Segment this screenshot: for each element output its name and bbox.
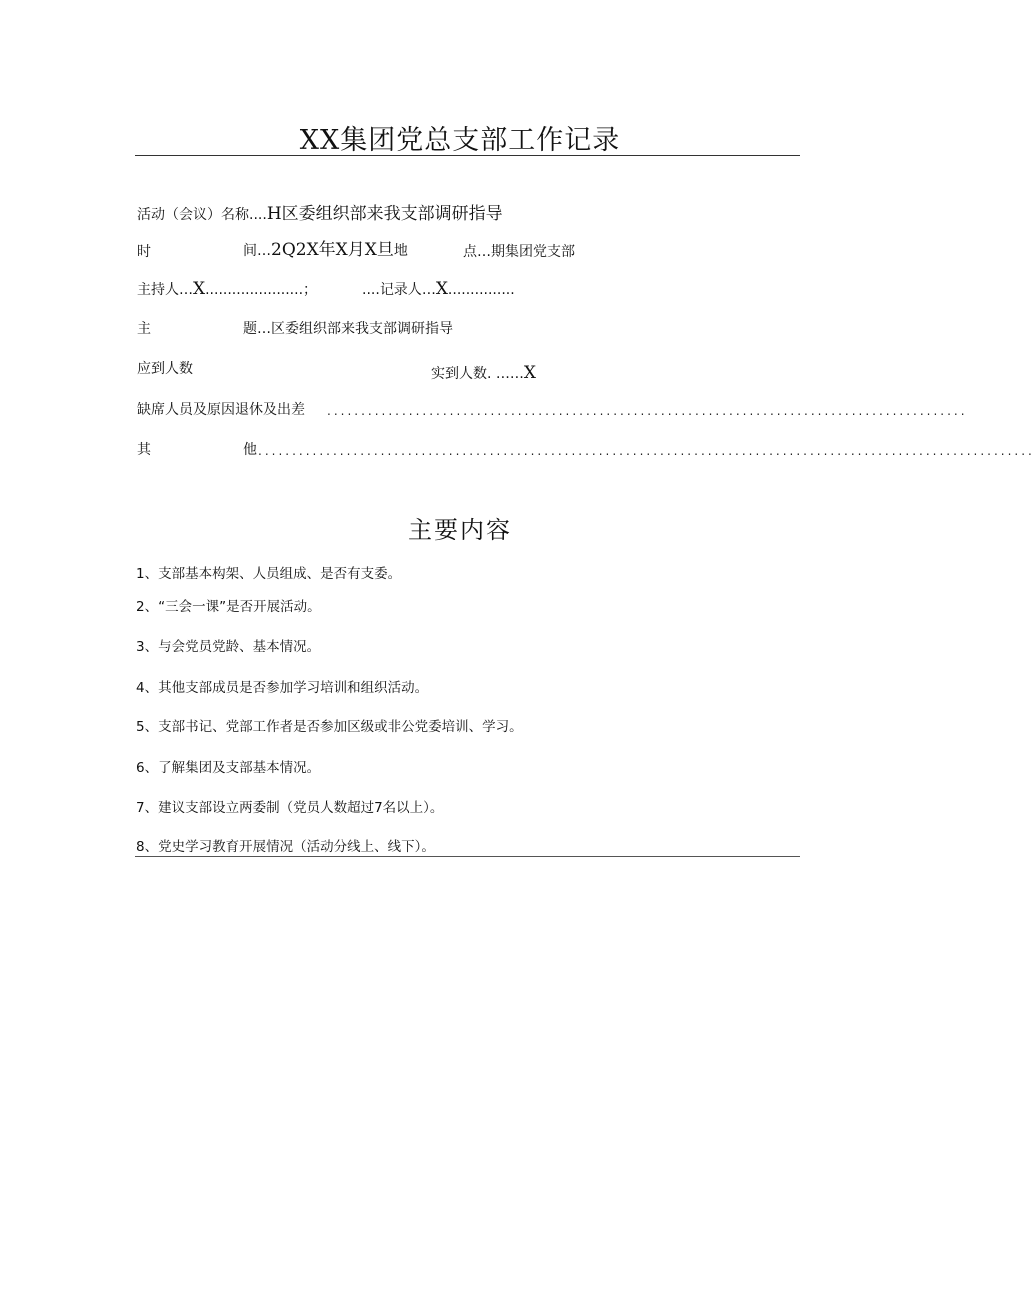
recorder-value: X [435, 279, 448, 299]
time-label-2: 间 [243, 243, 257, 259]
actual-count-dots: . …… [487, 366, 524, 382]
host-trail: ......................； [205, 282, 318, 298]
recorder-lead: .... [362, 282, 380, 298]
content-item: 3、与会党员党龄、基本情况。 [136, 639, 321, 655]
main-content-heading: 主要内容 [408, 516, 512, 544]
recorder-trail: ............... [447, 282, 515, 298]
place-field [463, 243, 575, 261]
place-dots: … [477, 244, 491, 260]
activity-name-label: 活动（会议）名称 [137, 207, 249, 223]
activity-name-dots: .... [249, 207, 267, 223]
topic-value: 区委组织部来我支部调研指导 [271, 321, 453, 337]
host-dots: … [179, 282, 193, 298]
time-dots: … [257, 243, 271, 259]
title-underline [135, 155, 800, 156]
activity-name-value: H区委组织部来我支部调研指导 [266, 204, 503, 224]
actual-count-field [431, 364, 536, 383]
content-item: 7、建议支部设立两委制（党员人数超过7名以上）。 [136, 800, 444, 816]
absent-dot-leader: .............................................................................................. [327, 404, 968, 418]
place-label-2: 点 [463, 244, 477, 260]
topic-field [243, 320, 453, 338]
document-title: XX集团党总支部工作记录 [299, 125, 621, 156]
other-dot-leader: .................................................................................................................. [258, 444, 1035, 458]
activity-name-field [137, 205, 503, 224]
content-item: 2、“三会一课”是否开展活动。 [136, 599, 321, 615]
time-label: 时 [137, 244, 151, 260]
place-label: 地 [393, 243, 408, 259]
expected-count-label: 应到人数 [137, 361, 193, 377]
content-item: 8、党史学习教育开展情况（活动分线上、线下）。 [136, 839, 435, 855]
host-field [137, 280, 317, 299]
other-label: 其 [137, 442, 151, 458]
place-value: 期集团党支部 [491, 244, 575, 260]
actual-count-label: 实到人数 [431, 366, 487, 382]
content-item: 4、其他支部成员是否参加学习培训和组织活动。 [136, 680, 429, 696]
bottom-rule [135, 856, 800, 857]
absent-label: 缺席人员及原因退休及出差 [137, 402, 305, 418]
actual-count-value: X [523, 363, 537, 383]
content-item: 1、支部基本构架、人员组成、是否有支委。 [136, 566, 402, 582]
recorder-field [362, 280, 515, 299]
time-field [243, 241, 408, 260]
host-value: X [193, 279, 206, 299]
topic-label-2: 题 [243, 321, 257, 337]
content-item: 6、了解集团及支部基本情况。 [136, 760, 321, 776]
recorder-dots: … [421, 282, 436, 298]
recorder-label: 记录人 [379, 282, 422, 298]
content-item: 5、支部书记、党部工作者是否参加区级或非公党委培训、学习。 [136, 719, 523, 735]
topic-dots: … [257, 321, 271, 337]
host-label: 主持人 [137, 282, 179, 298]
other-label-2: 他 [243, 442, 257, 458]
topic-label: 主 [137, 321, 151, 337]
time-value: 2Q2X年X月X旦 [271, 240, 394, 260]
